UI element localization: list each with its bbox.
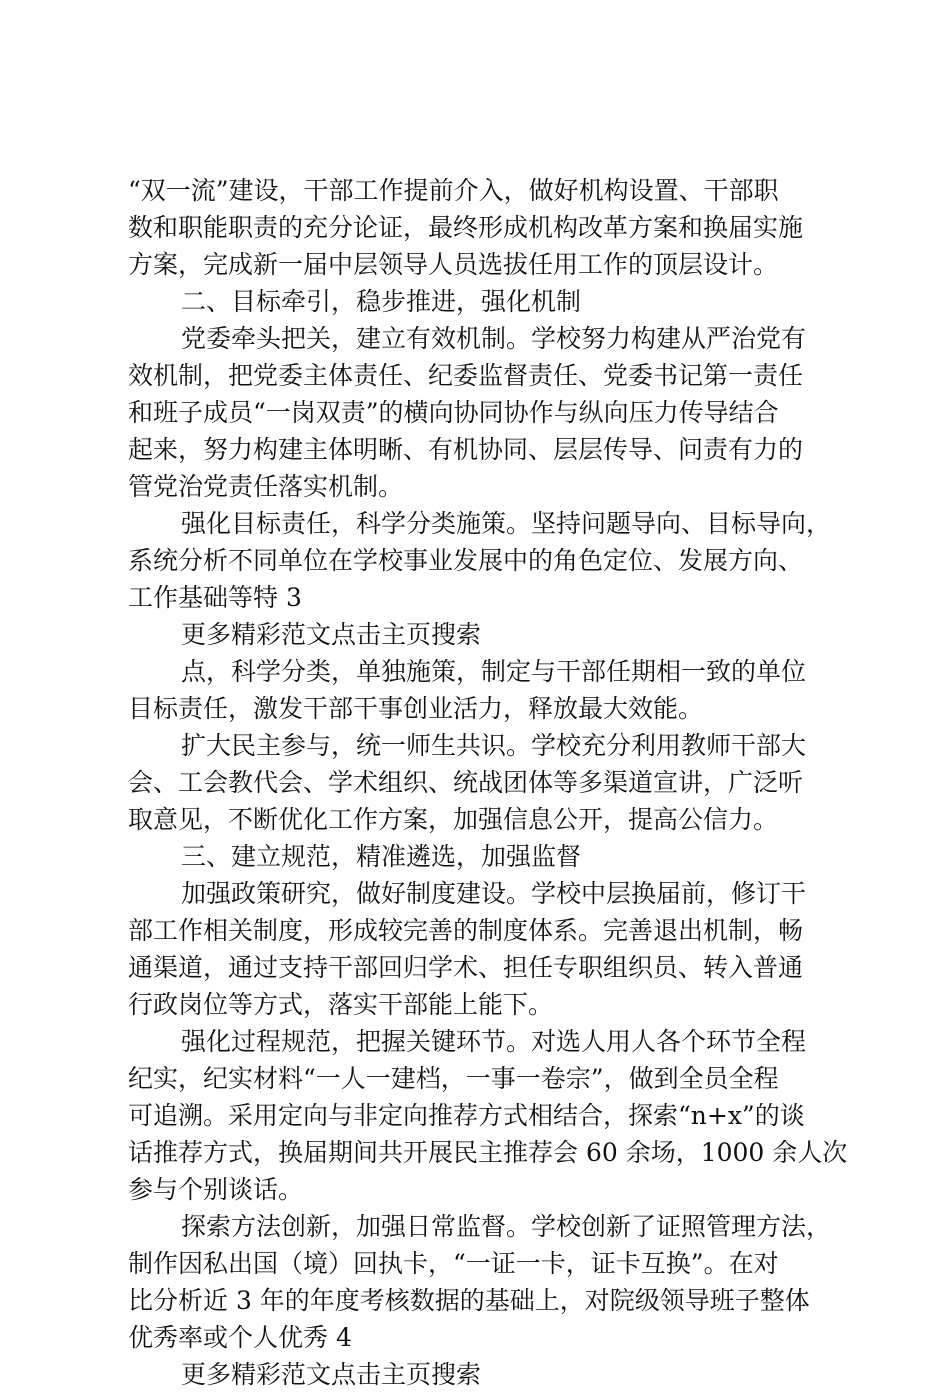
text-line: 取意见，不断优化工作方案，加强信息公开，提高公信力。 xyxy=(128,805,779,834)
text-line: 部工作相关制度，形成较完善的制度体系。完善退出机制，畅 xyxy=(128,916,804,945)
text-line: 党委牵头把关，建立有效机制。学校努力构建从严治党有 xyxy=(181,324,807,353)
text-line: 工作基础等特 3 xyxy=(128,583,302,612)
text-line: 目标责任，激发干部干事创业活力，释放最大效能。 xyxy=(128,694,704,723)
text-line: 和班子成员“一岗双责”的横向协同协作与纵向压力传导结合 xyxy=(128,398,779,427)
text-line: 系统分析不同单位在学校事业发展中的角色定位、发展方向、 xyxy=(128,546,804,575)
text-line: 优秀率或个人优秀 4 xyxy=(128,1323,352,1352)
text-line: 参与个别谈话。 xyxy=(128,1175,304,1204)
text-line: 更多精彩范文点击主页搜索 xyxy=(181,620,482,649)
text-line: 强化过程规范，把握关键环节。对选人用人各个环节全程 xyxy=(181,1027,807,1056)
text-line: 纪实，纪实材料“一人一建档，一事一卷宗”，做到全员全程 xyxy=(128,1064,779,1093)
text-line: 制作因私出国（境）回执卡，“一证一卡，证卡互换”。在对 xyxy=(128,1249,779,1278)
text-line: 加强政策研究，做好制度建设。学校中层换届前，修订干 xyxy=(181,879,807,908)
document-body xyxy=(128,172,848,1393)
text-line: 方案，完成新一届中层领导人员选拔任用工作的顶层设计。 xyxy=(128,250,779,279)
text-line: 三、建立规范，精准遴选，加强监督 xyxy=(181,842,582,871)
text-line: 起来，努力构建主体明晰、有机协同、层层传导、问责有力的 xyxy=(128,435,804,464)
text-line: 管党治党责任落实机制。 xyxy=(128,472,404,501)
text-line: 行政岗位等方式，落实干部能上能下。 xyxy=(128,990,554,1019)
text-line: 更多精彩范文点击主页搜索 xyxy=(181,1360,482,1389)
text-line: 扩大民主参与，统一师生共识。学校充分利用教师干部大 xyxy=(181,731,807,760)
text-line: 会、工会教代会、学术组织、统战团体等多渠道宣讲，广泛听 xyxy=(128,768,804,797)
text-line: “双一流”建设，干部工作提前介入，做好机构设置、干部职 xyxy=(128,176,779,205)
text-line: 点，科学分类，单独施策，制定与干部任期相一致的单位 xyxy=(181,657,807,686)
text-line: 效机制，把党委主体责任、纪委监督责任、党委书记第一责任 xyxy=(128,361,804,390)
text-line: 可追溯。采用定向与非定向推荐方式相结合，探索“n+x”的谈 xyxy=(128,1101,805,1130)
text-line: 二、目标牵引，稳步推进，强化机制 xyxy=(181,287,582,316)
text-line: 话推荐方式，换届期间共开展民主推荐会 60 余场，1000 余人次 xyxy=(128,1138,848,1167)
text-line: 通渠道，通过支持干部回归学术、担任专职组织员、转入普通 xyxy=(128,953,804,982)
text-line: 比分析近 3 年的年度考核数据的基础上，对院级领导班子整体 xyxy=(128,1286,810,1315)
text-line: 数和职能职责的充分论证，最终形成机构改革方案和换届实施 xyxy=(128,213,804,242)
text-line: 探索方法创新，加强日常监督。学校创新了证照管理方法， xyxy=(181,1212,832,1241)
text-line: 强化目标责任，科学分类施策。坚持问题导向、目标导向， xyxy=(181,509,832,538)
